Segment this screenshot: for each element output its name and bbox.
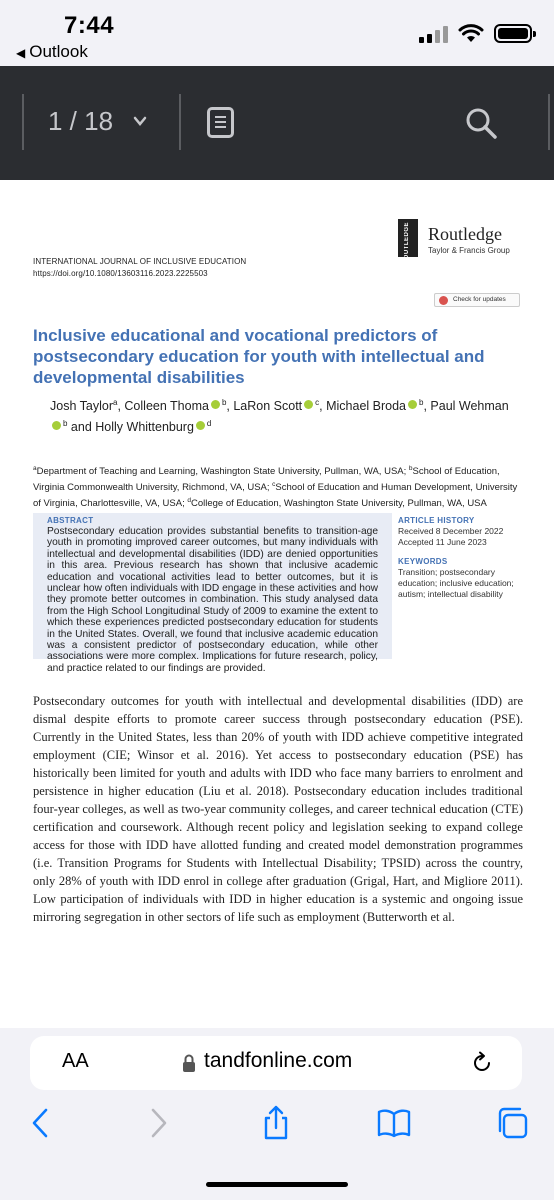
author-superscript: c — [315, 398, 320, 407]
status-bar — [0, 0, 554, 66]
journal-name: INTERNATIONAL JOURNAL OF INCLUSIVE EDUCATION — [33, 257, 247, 266]
author-name[interactable]: LaRon Scott — [233, 399, 303, 414]
author-superscript: a — [113, 398, 118, 407]
document-outline-icon[interactable] — [207, 107, 234, 138]
check-updates-icon — [439, 296, 448, 305]
doi-link[interactable]: https://doi.org/10.1080/13603116.2023.2225503 — [33, 269, 208, 278]
affiliations: $^a$Department of Teaching and Learning, Washington State University, Pullman, WA, USA; $^b$School of Education, Virginia Commonwealth University, Richmond, VA, USA; $^c$School of Education and Human Development, University of Virginia, Charlottesville, VA, USA; $^d$College of Education, Washington State University, Pullman, WA, USA — [33, 465, 518, 510]
pdf-page — [0, 180, 554, 1028]
home-indicator — [206, 1182, 348, 1187]
url-text[interactable]: tandfonline.com — [204, 1049, 353, 1072]
publisher-name: Routledge — [428, 224, 502, 244]
battery-icon — [494, 24, 532, 43]
address-bar[interactable] — [30, 1036, 522, 1090]
author-name[interactable]: Colleen Thoma — [124, 399, 209, 414]
abstract-heading: ABSTRACT — [47, 516, 94, 525]
tabs-icon[interactable] — [494, 1105, 530, 1141]
author-superscript: b — [221, 398, 227, 407]
author-name[interactable]: Holly Whittenburg — [95, 420, 194, 435]
orcid-icon[interactable] — [304, 400, 313, 409]
author-name[interactable]: Josh Taylor — [50, 399, 113, 414]
chevron-down-icon[interactable] — [133, 114, 147, 128]
clock: 7:44 — [64, 12, 115, 39]
author-name[interactable]: Michael Broda — [326, 399, 407, 414]
orcid-icon[interactable] — [196, 421, 205, 430]
pdf-viewer-toolbar — [0, 66, 554, 180]
bookmarks-icon[interactable] — [376, 1105, 412, 1141]
toolbar-divider — [179, 94, 181, 150]
orcid-icon[interactable] — [52, 421, 61, 430]
author-superscript: b — [419, 398, 424, 407]
author-list: Josh Taylor$^a$, Colleen Thoma $^b$, LaRon Scott $^c$, Michael Broda $^b$, Paul Wehman$^b$ and Holly Whittenburg $^d$ — [50, 398, 509, 435]
text-size-button[interactable]: AA — [62, 1050, 89, 1072]
browser-bottom-bar — [0, 1028, 554, 1200]
back-icon[interactable] — [22, 1105, 58, 1141]
author-superscript: d — [206, 419, 212, 429]
keywords-heading: KEYWORDS — [398, 557, 448, 566]
abstract-text: Postsecondary education provides substantial benefits to transition-age youth in promoting improved career outcomes, but many individuals with intellectual and developmental disabilities (IDD) are denied opportunities in this area. Previous research has shown that inclusive academic education and vocational activities lead to better outcomes, but it is unclear how often individuals with IDD engage in these activities and how they promote better outcomes in combination. This study analysed data from the High School Longitudinal Study of 2009 to examine the extent to which these experiences predicted postsecondary education for students in the United States. Overall, we found that inclusive academic education was a consistent predictor of postsecondary education, while other associations were more complex. Implications for future research, policy, and practice related to our findings are provided. — [47, 526, 378, 674]
publisher-subtitle: Taylor & Francis Group — [428, 246, 510, 255]
accepted-date: Accepted 11 June 2023 — [398, 537, 487, 547]
author-superscript: b — [63, 419, 68, 429]
body-paragraph: Postsecondary outcomes for youth with intellectual and developmental disabilities (IDD) are dismal despite efforts to promote career success through postsecondary education (PSE). Currently in the United States, less than 20% of youth with IDD achieve competitive integrated employment (CIE; Winsor et al. 2016). Yet access to postsecondary education (PSE) has historically been limited for youth and adults with IDD who face many barriers to enrolment and persistence in higher education (Liu et al. 2018). Postsecondary education includes traditional four-year colleges, as well as two-year community colleges, and career technical education (CTE) certification and coursework. Although recent policy and legislation seeking to expand college access for those with IDD have allotted funding and created model demonstration programmes (i.e. Transition Programs for Students with Intellectual Disability; TPSID) across the country, only 28% of youth with IDD enrol in college after graduation (Grigal, Hart, and Migliore 2011). Low participation of individuals with IDD in higher education is a systemic and ongoing issue mirroring segregation in other sectors of life such as employment (Butterworth et al. — [33, 694, 523, 924]
keywords: Transition; postsecondary education; inclusive education; autism; intellectual disability — [398, 567, 514, 599]
orcid-icon[interactable] — [211, 400, 220, 409]
journal-header — [33, 256, 246, 280]
routledge-mark: ROUTLEDGE — [398, 219, 418, 257]
back-to-app-button[interactable] — [16, 42, 88, 62]
check-updates-label: Check for updates — [453, 296, 506, 303]
routledge-logo — [398, 218, 554, 266]
received-date: Received 8 December 2022 — [398, 526, 504, 536]
check-for-updates-button[interactable] — [434, 293, 520, 307]
forward-icon[interactable] — [141, 1105, 177, 1141]
orcid-icon[interactable] — [408, 400, 417, 409]
back-triangle-icon: ◀ — [16, 46, 26, 60]
article-metadata — [398, 515, 528, 600]
wifi-icon — [458, 24, 484, 43]
reload-icon[interactable] — [470, 1051, 494, 1075]
toolbar-divider — [548, 94, 550, 150]
page-indicator[interactable]: 1 / 18 — [48, 106, 114, 136]
cellular-signal-icon — [419, 25, 448, 43]
history-heading: ARTICLE HISTORY — [398, 516, 475, 525]
toolbar-divider — [22, 94, 24, 150]
abstract-box — [33, 513, 392, 674]
search-icon[interactable] — [464, 106, 498, 140]
lock-icon — [182, 1053, 196, 1073]
back-app-label: Outlook — [29, 42, 88, 61]
article-title: Inclusive educational and vocational predictors of postsecondary education for youth with intellectual and developmental disabilities — [33, 326, 485, 387]
share-icon[interactable] — [258, 1105, 294, 1141]
author-name[interactable]: Paul Wehman — [430, 399, 509, 414]
status-icons — [419, 24, 532, 43]
